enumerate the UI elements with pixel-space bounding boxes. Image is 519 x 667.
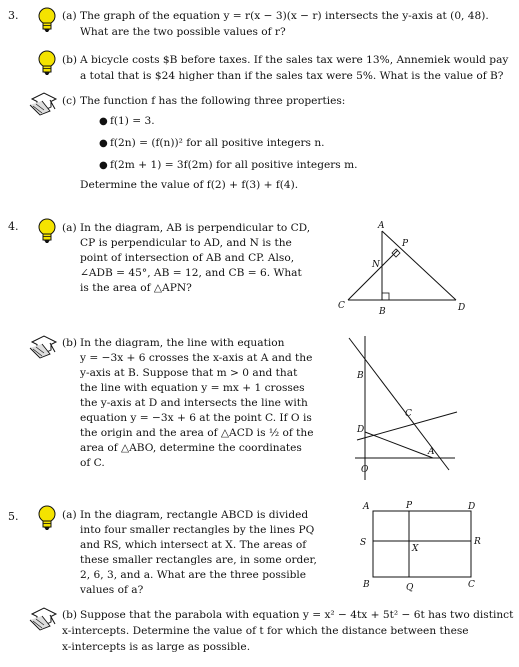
problem-5b-line-1: Suppose that the parabola with equation y = x² − 4tx + 5t² − 6t has two distinct — [80, 609, 514, 621]
lightbulb-icon — [36, 505, 58, 531]
problem-3b-label: (b) — [62, 54, 78, 66]
problem-5b-label: (b) — [62, 609, 78, 621]
lightbulb-icon — [36, 7, 58, 33]
bullet-icon: ● — [99, 160, 108, 171]
problem-4a-line-4: ∠ADB = 45°, AB = 12, and CB = 6. What — [80, 267, 302, 279]
rectangle-diagram — [355, 497, 490, 597]
problem-3c-bullet-3: f(2m + 1) = 3f(2m) for all positive integers m. — [110, 159, 358, 171]
lines-diagram — [345, 332, 475, 482]
problem-4a-line-1: In the diagram, AB is perpendicular to CD, — [80, 222, 311, 234]
problem-number-5: 5. — [8, 510, 19, 523]
label-b: B — [357, 371, 364, 381]
problem-3b-line-2: a total that is $24 higher than if the sales tax were 5%. What is the value of B? — [80, 70, 504, 82]
triangle-diagram — [330, 218, 470, 318]
problem-5a-label: (a) — [62, 509, 77, 521]
problem-3a-line-2: What are the two possible values of r? — [80, 26, 286, 38]
problem-4b-line-4: the line with equation y = mx + 1 crosses — [80, 382, 305, 394]
label-x: X — [412, 544, 419, 554]
problem-4a-line-2: CP is perpendicular to AD, and N is the — [80, 237, 292, 249]
problem-5b-line-2: x-intercepts. Determine the value of t for which the distance between these — [62, 625, 469, 637]
bullet-icon: ● — [99, 138, 108, 149]
problem-4a-line-5: is the area of △APN? — [80, 282, 192, 294]
problem-5a-line-5: 2, 6, 3, and a. What are the three possible — [80, 569, 307, 581]
problem-5a-line-4: these smaller rectangles are, in some order, — [80, 554, 317, 566]
label-o: O — [361, 465, 369, 475]
problem-5a-line-1: In the diagram, rectangle ABCD is divided — [80, 509, 309, 521]
problem-3c-label: (c) — [62, 95, 77, 107]
problem-4b-line-2: y = −3x + 6 crosses the x-axis at A and the — [80, 352, 313, 364]
lightbulb-icon — [36, 50, 58, 76]
label-q: Q — [406, 583, 414, 593]
problem-4b-line-9: of C. — [80, 457, 105, 469]
problem-3a-label: (a) — [62, 10, 77, 22]
label-b: B — [379, 307, 386, 317]
problem-3b-line-1: A bicycle costs $B before taxes. If the sales tax were 13%, Annemiek would pay — [80, 54, 509, 66]
problem-4b-line-7: the origin and the area of △ACD is ½ of the — [80, 427, 314, 439]
mortarboard-hand-icon — [30, 91, 58, 117]
problem-4a-line-3: point of intersection of AB and CP. Also, — [80, 252, 295, 264]
problem-4b-line-1: In the diagram, the line with equation — [80, 337, 285, 349]
problem-5a-line-2: into four smaller rectangles by the lines PQ — [80, 524, 315, 536]
label-s: S — [360, 538, 367, 548]
label-d: D — [468, 502, 476, 512]
problem-5a-line-3: and RS, which intersect at X. The areas of — [80, 539, 307, 551]
rectangle-abcd — [373, 511, 471, 577]
label-p: P — [406, 501, 413, 511]
mortarboard-hand-icon — [30, 334, 58, 360]
problem-4b-label: (b) — [62, 337, 78, 349]
problem-3c-bullet-1: f(1) = 3. — [110, 115, 155, 127]
label-p: P — [402, 239, 409, 249]
label-d: D — [458, 303, 466, 313]
right-angle-b — [382, 293, 389, 300]
label-c: C — [405, 409, 412, 419]
lightbulb-icon — [36, 218, 58, 244]
mortarboard-hand-icon — [30, 606, 58, 632]
problem-4b-line-5: the y-axis at D and intersects the line with — [80, 397, 308, 409]
segment-cp — [348, 250, 398, 300]
label-a: A — [378, 221, 385, 231]
label-n: N — [372, 260, 380, 270]
problem-3c-line-1: The function f has the following three properties: — [80, 95, 346, 107]
right-angle-p — [392, 249, 400, 257]
problem-4b-line-3: y-axis at B. Suppose that m > 0 and that — [80, 367, 298, 379]
problem-5b-line-3: x-intercepts is as large as possible. — [62, 641, 251, 653]
segment-ad — [382, 231, 456, 300]
label-c: C — [468, 580, 475, 590]
problem-number-4: 4. — [8, 220, 19, 233]
bullet-icon: ● — [99, 116, 108, 127]
problem-5a-line-6: values of a? — [80, 584, 144, 596]
label-r: R — [474, 537, 481, 547]
label-c: C — [338, 301, 345, 311]
problem-4b-line-8: area of △ABO, determine the coordinates — [80, 442, 302, 454]
problem-3c-bullet-2: f(2n) = (f(n))² for all positive integers n. — [110, 137, 325, 149]
problem-4a-label: (a) — [62, 222, 77, 234]
label-d: D — [357, 425, 365, 435]
problem-number-3: 3. — [8, 9, 19, 22]
problem-3a-line-1: The graph of the equation y = r(x − 3)(x − r) intersects the y-axis at (0, 48). — [80, 10, 489, 22]
label-b: B — [363, 580, 370, 590]
problem-3c-closing: Determine the value of f(2) + f(3) + f(4). — [80, 179, 299, 191]
problem-4b-line-6: equation y = −3x + 6 at the point C. If O is — [80, 412, 312, 424]
label-a: A — [363, 502, 370, 512]
label-a: A — [428, 447, 435, 457]
